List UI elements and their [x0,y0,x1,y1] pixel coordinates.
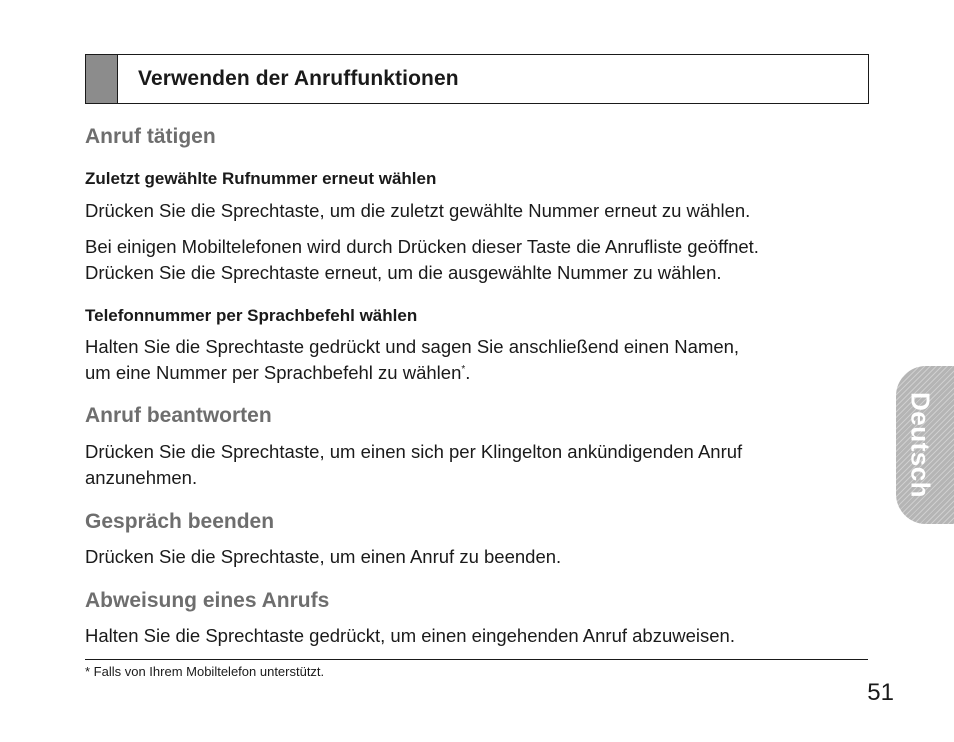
paragraph-redial-note [85,234,875,286]
text-line [85,360,875,386]
page-title: Verwenden der Anruffunktionen [138,67,459,90]
heading-answer-call: Anruf beantworten [85,404,272,427]
text-line: Drücken Sie die Sprechtaste, um einen Anruf zu beenden. [85,546,562,567]
text-line: Drücken Sie die Sprechtaste erneut, um die ausgewählte Nummer zu wählen. [85,262,722,283]
heading-make-call: Anruf tätigen [85,125,216,148]
text-line: Halten Sie die Sprechtaste gedrückt, um einen eingehenden Anruf abzuweisen. [85,625,735,646]
page-number: 51 [867,679,894,706]
text-fragment: um eine Nummer per Sprachbefehl zu wählen [85,362,462,383]
footnote: * Falls von Ihrem Mobiltelefon unterstützt. [85,664,325,679]
paragraph-reject-call [85,623,875,649]
language-tab-label: Deutsch [905,391,936,499]
text-line: anzunehmen. [85,467,198,488]
text-line: Drücken Sie die Sprechtaste, um die zuletzt gewählte Nummer erneut zu wählen. [85,200,751,221]
text-line: Bei einigen Mobiltelefonen wird durch Drücken dieser Taste die Anrufliste geöffnet. [85,236,759,257]
paragraph-voice-dial [85,334,875,386]
paragraph-redial [85,198,875,224]
text-line: Drücken Sie die Sprechtaste, um einen sich per Klingelton ankündigenden Anruf [85,441,743,462]
text-fragment: . [465,362,471,383]
paragraph-answer-call [85,439,875,491]
text-line: Halten Sie die Sprechtaste gedrückt und sagen Sie anschließend einen Namen, [85,336,740,357]
subheading-redial: Zuletzt gewählte Rufnummer erneut wählen [85,169,437,188]
section-header [85,54,869,104]
footnote-divider [85,659,868,660]
footnote-marker: * [461,363,466,375]
paragraph-end-call [85,544,875,570]
heading-end-call: Gespräch beenden [85,510,275,533]
heading-reject-call: Abweisung eines Anrufs [85,589,330,612]
subheading-voice-dial: Telefonnummer per Sprachbefehl wählen [85,306,418,325]
header-accent-bar [86,55,118,103]
